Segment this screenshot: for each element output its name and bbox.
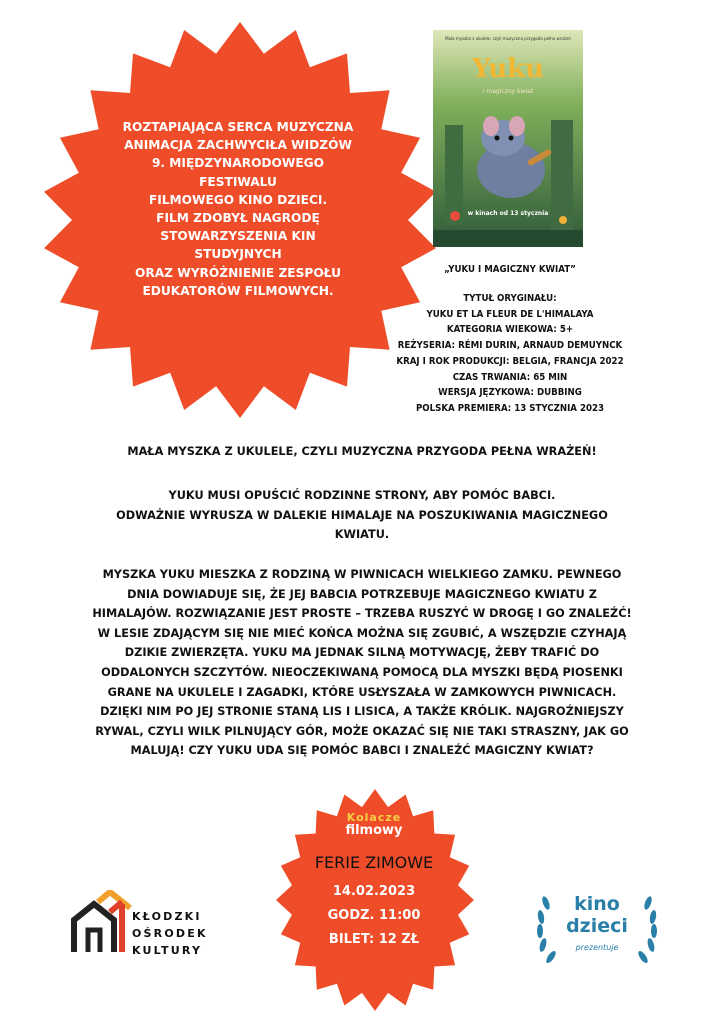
- promo-text: ROZTAPIAJĄCA SERCA MUZYCZNA ANIMACJA ZACHWYCIŁA WIDZÓW 9. MIĘDZYNARODOWEGO FESTIWALU FILMOWEGO KINO DZIECI. FILM ZDOBYŁ NAGRODĘ STOWARZYSZENIA KIN STUDYJNYCH ORAZ WYRÓŻNIENIE ZESPOŁU EDUKATORÓW FILMOWYCH.: [122, 120, 354, 298]
- event-logo-top: Kolacze: [346, 811, 402, 824]
- koko-logo-text: KŁODZKI OŚRODEK KULTURY: [132, 910, 208, 957]
- detail-line: POLSKA PREMIERA: 13 STYCZNIA 2023: [415, 402, 605, 414]
- event-logo-bottom: filmowy: [345, 823, 403, 838]
- lead-paragraph: YUKU MUSI OPUŚCIĆ RODZINNE STRONY, ABY POMÓC BABCI. ODWAŻNIE WYRUSZA W DALEKIE HIMALAJE NA POSZUKIWANIA MAGICZNEGO KWIATU.: [116, 489, 608, 542]
- kino-dzieci-logo: [532, 885, 662, 979]
- kino-line3: prezentuje: [575, 943, 619, 952]
- synopsis-paragraph: MYSZKA YUKU MIESZKA Z RODZINĄ W PIWNICACH WIELKIEGO ZAMKU. PEWNEGO DNIA DOWIADUJE SIĘ, ŻE JEJ BABCIA POTRZEBUJE MAGICZNEGO KWIATU Z HIMALAJÓW. ROZWIĄZANIE JEST PROSTE – TRZEBA RUSZYĆ W DROGĘ I GO ZNALEŹĆ! W LESIE ZDAJĄCYM SIĘ NIE MIEĆ KOŃCA MOŻNA SIĘ ZGUBIĆ, A WSZĘDZIE CZYHAJĄ DZIKIE ZWIERZĘTA. YUKU MA JEDNAK SILNĄ MOTYWACJĘ, ŻEBY TRAFIĆ DO ODDALONYCH SZCZYTÓW. NIEOCZEKIWANĄ POMOCĄ DLA MYSZKI BĘDĄ PIOSENKI GRANE NA UKULELE I ZAGADKI, KTÓRE USŁYSZAŁA W ZAMKOWYCH PIWNICACH. DZIĘKI NIM PO JEJ STRONIE STANĄ LIS I LISICA, A TAKŻE KRÓLIK. NAJGROŹNIEJSZY RYWAL, CZYLI WILK PILNUJĄCY GÓR, MOŻE OKAZAĆ SIĘ NIE TAKI STRASZNY, JAK GO MALUJĄ! CZY YUKU UDA SIĘ POMÓC BABCI I ZNALEŹĆ MAGICZNY KWIAT?: [92, 568, 632, 758]
- kino-line1: kino: [574, 893, 620, 915]
- headline: MAŁA MYSZKA Z UKULELE, CZYLI MUZYCZNA PRZYGODA PEŁNA WRAŻEŃ!: [127, 445, 597, 458]
- event-ticket: BILET: 12 ZŁ: [328, 932, 420, 947]
- poster-subtitle: i magiczny kwiat: [482, 88, 534, 95]
- kino-line2: dzieci: [566, 915, 628, 937]
- event-time: GODZ. 11:00: [327, 908, 421, 923]
- poster-tagline: Mała myszka z ukulele, czyli muzyczna przygoda pełna wrażeń: [445, 36, 571, 41]
- event-title: FERIE ZIMOWE: [314, 853, 434, 872]
- film-title-quote: „YUKU I MAGICZNY KWIAT”: [444, 264, 576, 275]
- poster-release-date: w kinach od 13 stycznia: [467, 210, 549, 217]
- film-poster: [433, 30, 583, 247]
- detail-line: YUKU ET LA FLEUR DE L'HIMALAYA: [426, 308, 594, 320]
- event-date: 14.02.2023: [332, 884, 416, 899]
- detail-line: KATEGORIA WIEKOWA: 5+: [446, 324, 574, 336]
- detail-line: TYTUŁ ORYGINAŁU:: [463, 293, 557, 304]
- poster-title: Yuku: [471, 54, 545, 84]
- detail-line: REŻYSERIA: RÉMI DURIN, ARNAUD DEMUYNCK: [397, 340, 623, 352]
- koko-logo-icon: [70, 890, 134, 956]
- film-details: [360, 291, 660, 417]
- detail-line: WERSJA JĘZYKOWA: DUBBING: [438, 387, 582, 399]
- detail-line: CZAS TRWANIA: 65 MIN: [452, 371, 568, 383]
- event-logo: [292, 812, 456, 838]
- detail-line: KRAJ I ROK PRODUKCJI: BELGIA, FRANCJA 2022: [396, 355, 624, 367]
